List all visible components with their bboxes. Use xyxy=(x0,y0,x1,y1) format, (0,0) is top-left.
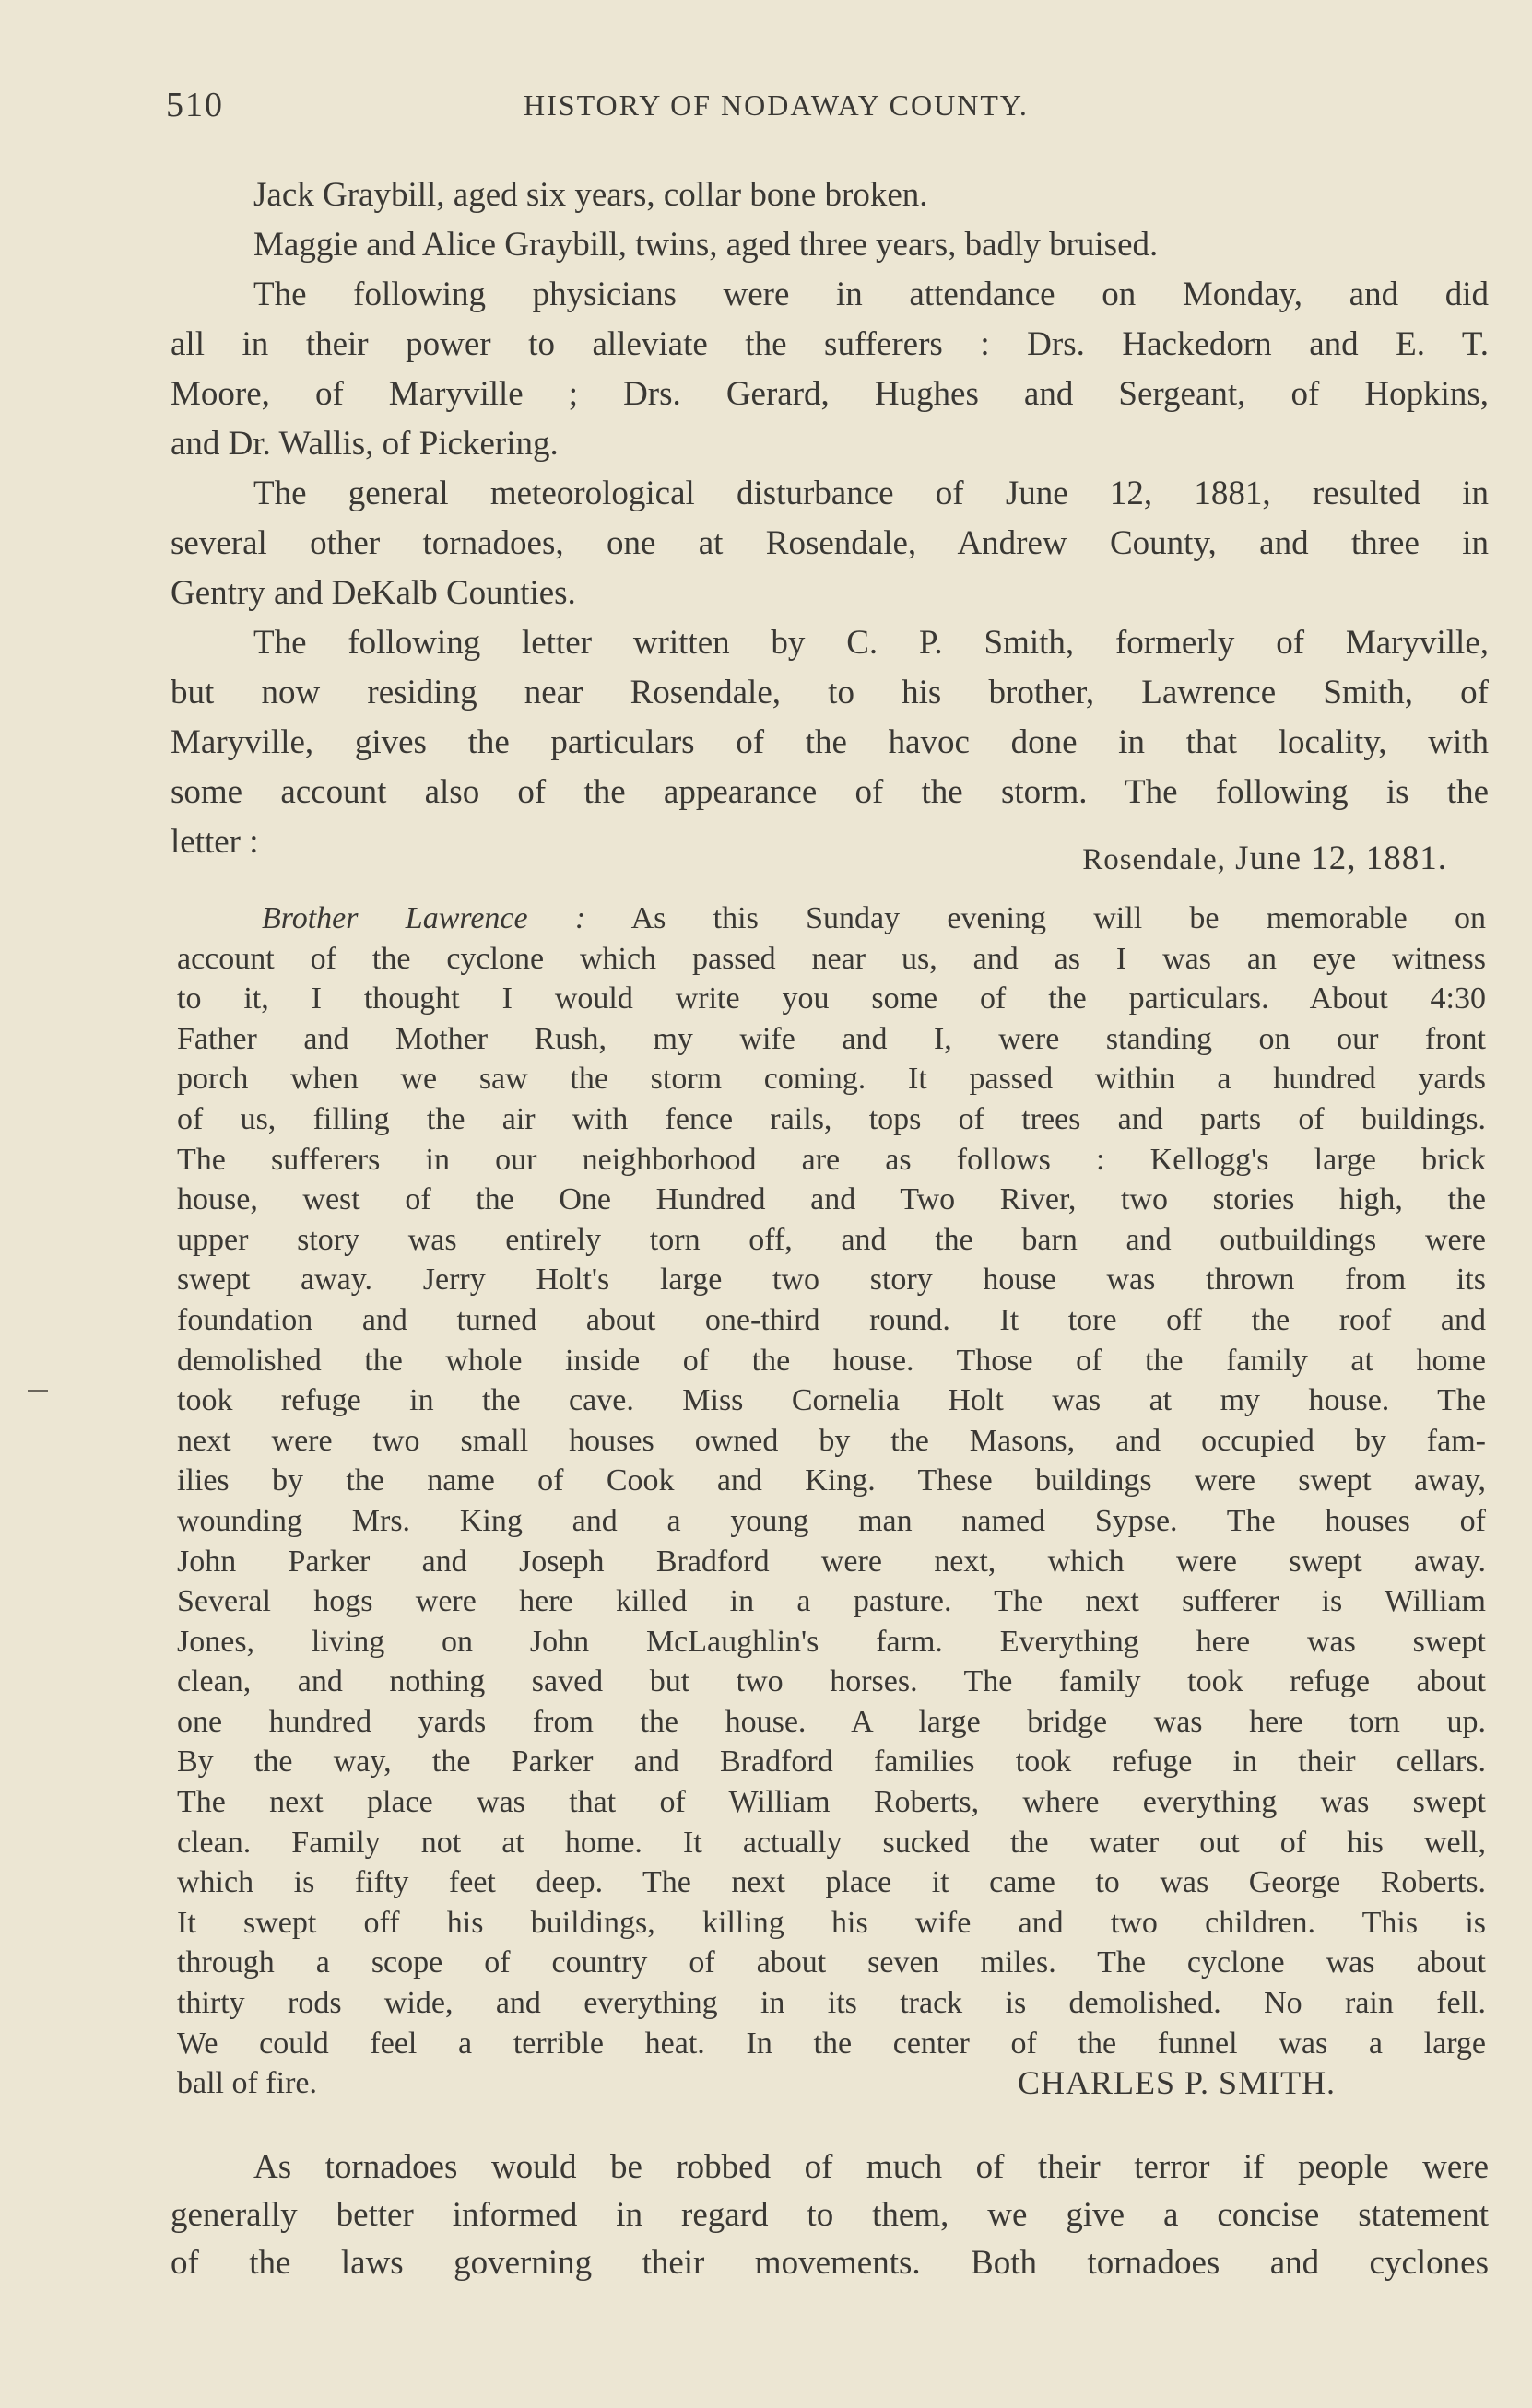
letter-dateline xyxy=(171,839,1447,878)
text-line: several other tornadoes, one at Rosendale, Andrew County, and three in xyxy=(171,524,1489,562)
letter-last-line xyxy=(177,2063,1486,2104)
text-line: Father and Mother Rush, my wife and I, were standing on our front xyxy=(177,1021,1486,1056)
margin-dash xyxy=(28,1390,48,1392)
text-line: As tornadoes would be robbed of much of their terror if people were xyxy=(253,2148,1489,2186)
text-line: generally better informed in regard to them, we give a concise statement xyxy=(171,2196,1489,2234)
running-head: HISTORY OF NODAWAY COUNTY. xyxy=(524,88,1029,122)
text-line: wounding Mrs. King and a young man named Sypse. The houses of xyxy=(177,1503,1486,1538)
text-line: all in their power to alleviate the sufferers : Drs. Hackedorn and E. T. xyxy=(171,325,1489,363)
dateline-place: Rosendale, xyxy=(1082,843,1226,876)
text-line: of us, filling the air with fence rails, tops of trees and parts of buildings. xyxy=(177,1101,1486,1136)
text-line: letter : xyxy=(171,823,259,861)
text-line: It swept off his buildings, killing his wife and two children. This is xyxy=(177,1905,1486,1940)
page-number: 510 xyxy=(166,86,224,124)
text-line: but now residing near Rosendale, to his brother, Lawrence Smith, of xyxy=(171,674,1489,711)
text-line: took refuge in the cave. Miss Cornelia Holt was at my house. The xyxy=(177,1383,1486,1418)
text-line: John Parker and Joseph Bradford were next, which were swept away. xyxy=(177,1544,1486,1579)
text-line: thirty rods wide, and everything in its track is demolished. No rain fell. xyxy=(177,1986,1486,2021)
lead-paragraphs xyxy=(171,170,1489,867)
text-line: Moore, of Maryville ; Drs. Gerard, Hughes and Sergeant, of Hopkins, xyxy=(171,375,1489,413)
text-line: ball of fire. xyxy=(177,2066,317,2101)
text-line: clean, and nothing saved but two horses. The family took refuge about xyxy=(177,1664,1486,1699)
text-line: foundation and turned about one-third round. It tore off the roof and xyxy=(177,1302,1486,1337)
dateline-date: June 12, 1881. xyxy=(1235,840,1447,877)
text-line: We could feel a terrible heat. In the center of the funnel was a large xyxy=(177,2026,1486,2061)
text-line: The following letter written by C. P. Smith, formerly of Maryville, xyxy=(253,624,1489,662)
page-header xyxy=(166,85,1507,131)
text-line: which is fifty feet deep. The next place it came to was George Roberts. xyxy=(177,1865,1486,1900)
text-line: Gentry and DeKalb Counties. xyxy=(171,574,576,612)
text-line: The next place was that of William Roberts, where everything was swept xyxy=(177,1785,1486,1820)
text-line: house, west of the One Hundred and Two River, two stories high, the xyxy=(177,1182,1486,1217)
text-line: Maggie and Alice Graybill, twins, aged three years, badly bruised. xyxy=(253,226,1159,264)
text-line: through a scope of country of about seven miles. The cyclone was about xyxy=(177,1945,1486,1980)
text-line: Several hogs were here killed in a pasture. The next sufferer is William xyxy=(177,1584,1486,1619)
text-line: The general meteorological disturbance of June 12, 1881, resulted in xyxy=(253,475,1489,512)
text-line: By the way, the Parker and Bradford families took refuge in their cellars. xyxy=(177,1744,1486,1780)
first-line-text: As this Sunday evening will be memorable on xyxy=(630,901,1486,935)
text-line: clean. Family not at home. It actually sucked the water out of his well, xyxy=(177,1825,1486,1860)
salutation: Brother Lawrence : xyxy=(262,901,586,935)
text-line: of the laws governing their movements. Both tornadoes and cyclones xyxy=(171,2244,1489,2282)
text-line: account of the cyclone which passed near us, and as I was an eye witness xyxy=(177,941,1486,976)
text-line: next were two small houses owned by the Masons, and occupied by fam- xyxy=(177,1423,1486,1458)
text-line: some account also of the appearance of the storm. The following is the xyxy=(171,773,1489,811)
text-line: upper story was entirely torn off, and the barn and outbuildings were xyxy=(177,1222,1486,1257)
text-line: swept away. Jerry Holt's large two story house was thrown from its xyxy=(177,1263,1486,1298)
text-line: one hundred yards from the house. A large bridge was here torn up. xyxy=(177,1704,1486,1739)
text-line: and Dr. Wallis, of Pickering. xyxy=(171,425,559,463)
text-line: demolished the whole inside of the house. Those of the family at home xyxy=(177,1343,1486,1378)
text-line: Jones, living on John McLaughlin's farm. Everything here was swept xyxy=(177,1624,1486,1659)
text-line: The sufferers in our neighborhood are as follows : Kellogg's large brick xyxy=(177,1142,1486,1177)
text-line: Jack Graybill, aged six years, collar bone broken. xyxy=(253,176,928,214)
signature: CHARLES P. SMITH. xyxy=(1018,2064,1337,2102)
closing-paragraph xyxy=(171,2144,1489,2287)
text-line: porch when we saw the storm coming. It passed within a hundred yards xyxy=(177,1062,1486,1097)
text-line: to it, I thought I would write you some of the particulars. About 4:30 xyxy=(177,981,1486,1016)
text-line: Maryville, gives the particulars of the havoc done in that locality, with xyxy=(171,723,1489,761)
letter-body xyxy=(177,899,1486,2104)
text-line: The following physicians were in attendance on Monday, and did xyxy=(253,276,1489,313)
letter-first-line xyxy=(177,899,1486,939)
text-line: ilies by the name of Cook and King. These buildings were swept away, xyxy=(177,1463,1486,1498)
